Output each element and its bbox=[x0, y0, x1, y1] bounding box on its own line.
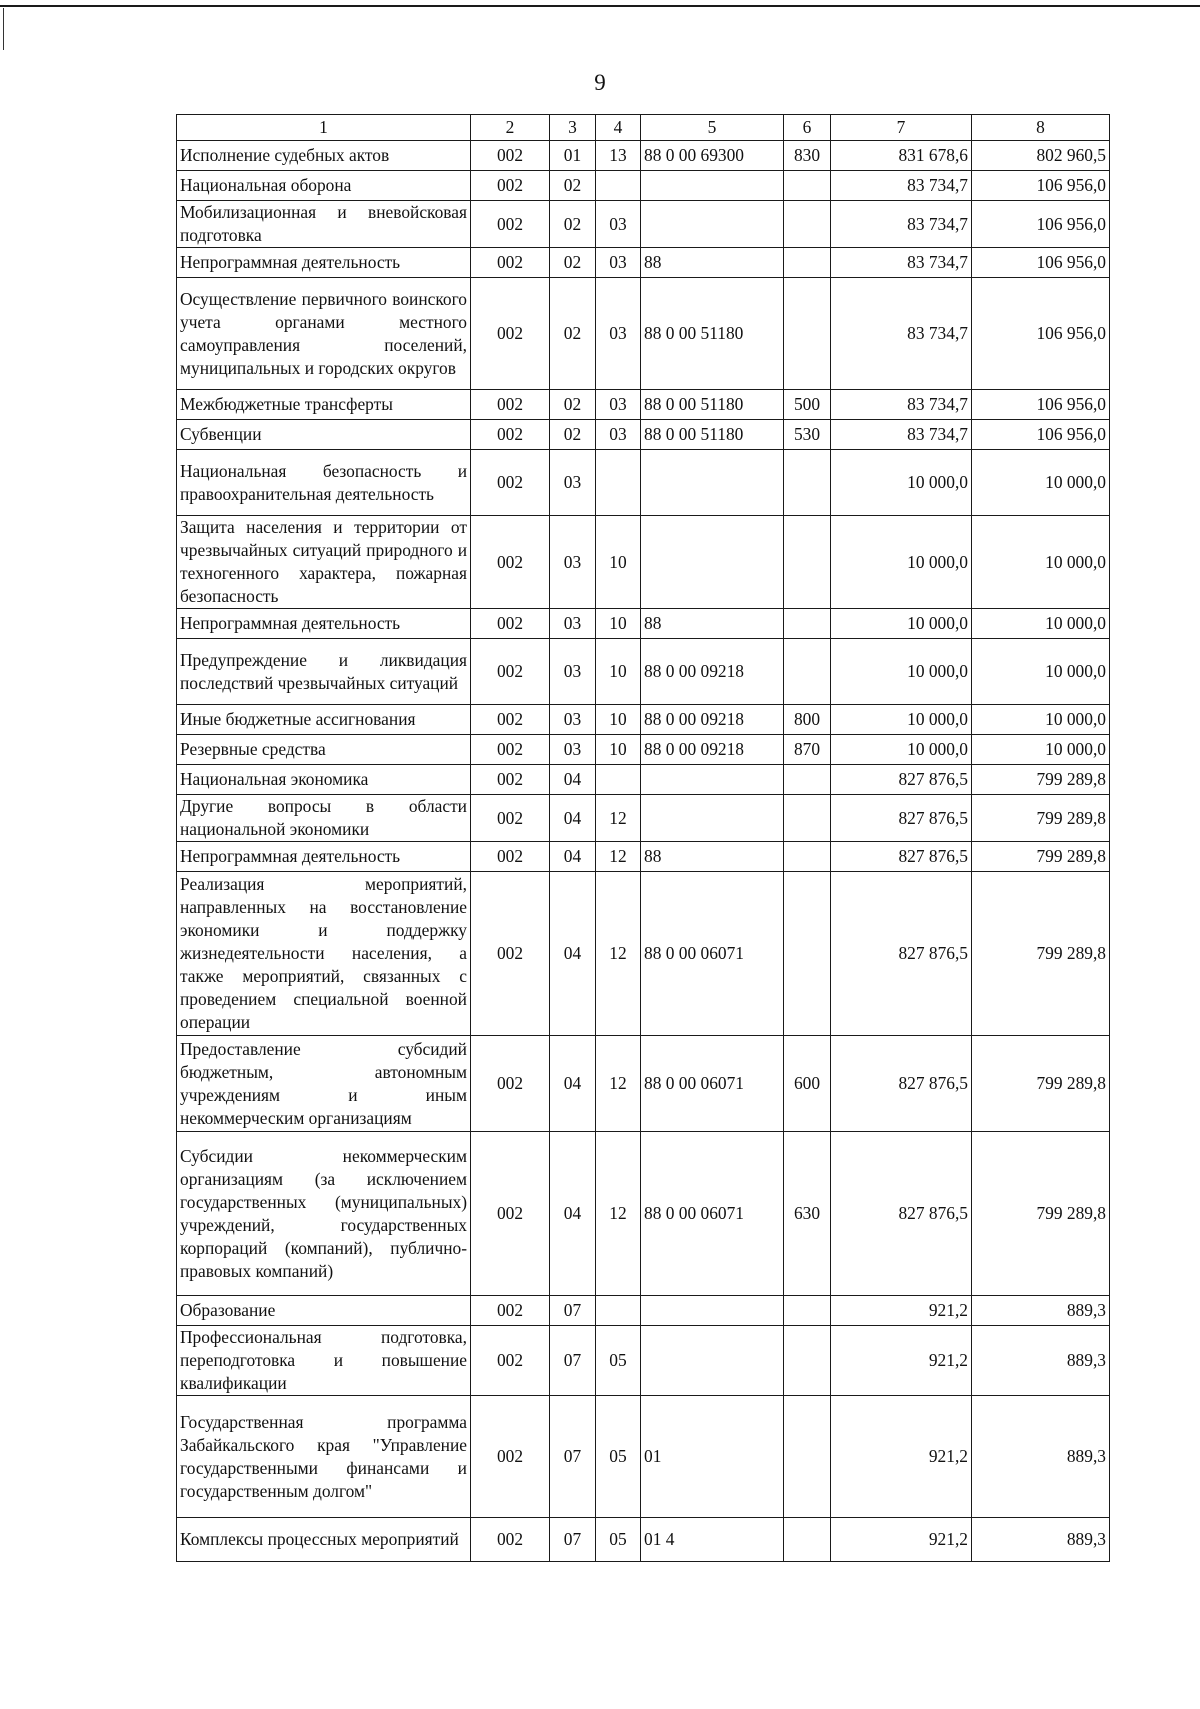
amount-8-cell: 10 000,0 bbox=[972, 516, 1110, 609]
table-row bbox=[177, 248, 1110, 278]
code-4-cell bbox=[596, 765, 641, 795]
amount-8-cell: 799 289,8 bbox=[972, 765, 1110, 795]
code-2-cell: 002 bbox=[471, 420, 550, 450]
table-row bbox=[177, 1518, 1110, 1562]
code-4-cell: 10 bbox=[596, 609, 641, 639]
amount-7-cell: 83 734,7 bbox=[831, 278, 972, 390]
header-cell: 8 bbox=[972, 115, 1110, 141]
amount-7-cell: 827 876,5 bbox=[831, 795, 972, 842]
amount-8-cell: 799 289,8 bbox=[972, 795, 1110, 842]
amount-8-cell: 889,3 bbox=[972, 1326, 1110, 1396]
header-cell: 7 bbox=[831, 115, 972, 141]
code-6-cell bbox=[784, 639, 831, 705]
code-4-cell bbox=[596, 1296, 641, 1326]
row-name-cell: Резервные средства bbox=[177, 735, 471, 765]
amount-8-cell: 106 956,0 bbox=[972, 171, 1110, 201]
row-name-cell: Субсидии некоммерческим организациям (за исключением государственных (муниципальных) учреждений, государственных корпораций (компаний), публично-правовых компаний) bbox=[177, 1132, 471, 1296]
row-name-cell: Комплексы процессных мероприятий bbox=[177, 1518, 471, 1562]
code-5-cell: 88 0 00 51180 bbox=[641, 390, 784, 420]
table-row bbox=[177, 516, 1110, 609]
table-row bbox=[177, 201, 1110, 248]
code-3-cell: 04 bbox=[550, 842, 596, 872]
code-5-cell: 88 0 00 09218 bbox=[641, 735, 784, 765]
table-row bbox=[177, 765, 1110, 795]
page-number: 9 bbox=[594, 70, 606, 95]
code-3-cell: 04 bbox=[550, 795, 596, 842]
row-name-cell: Межбюджетные трансферты bbox=[177, 390, 471, 420]
table-row bbox=[177, 171, 1110, 201]
table-row bbox=[177, 872, 1110, 1036]
table-row bbox=[177, 1132, 1110, 1296]
code-2-cell: 002 bbox=[471, 639, 550, 705]
code-6-cell bbox=[784, 248, 831, 278]
budget-table bbox=[176, 114, 1110, 1562]
code-3-cell: 02 bbox=[550, 171, 596, 201]
table-row bbox=[177, 639, 1110, 705]
amount-8-cell: 889,3 bbox=[972, 1518, 1110, 1562]
amount-8-cell: 10 000,0 bbox=[972, 735, 1110, 765]
table-header-row bbox=[177, 115, 1110, 141]
row-name-cell: Предупреждение и ликвидация последствий чрезвычайных ситуаций bbox=[177, 639, 471, 705]
table-row bbox=[177, 278, 1110, 390]
code-4-cell: 10 bbox=[596, 705, 641, 735]
code-5-cell bbox=[641, 1296, 784, 1326]
code-4-cell: 12 bbox=[596, 872, 641, 1036]
code-2-cell: 002 bbox=[471, 1036, 550, 1132]
amount-7-cell: 83 734,7 bbox=[831, 201, 972, 248]
amount-7-cell: 83 734,7 bbox=[831, 420, 972, 450]
code-3-cell: 04 bbox=[550, 1132, 596, 1296]
row-name-cell: Иные бюджетные ассигнования bbox=[177, 705, 471, 735]
code-2-cell: 002 bbox=[471, 1132, 550, 1296]
row-name-cell: Субвенции bbox=[177, 420, 471, 450]
code-5-cell bbox=[641, 1326, 784, 1396]
code-4-cell: 12 bbox=[596, 842, 641, 872]
code-6-cell: 630 bbox=[784, 1132, 831, 1296]
header-cell: 2 bbox=[471, 115, 550, 141]
amount-8-cell: 106 956,0 bbox=[972, 248, 1110, 278]
code-2-cell: 002 bbox=[471, 842, 550, 872]
code-6-cell bbox=[784, 1518, 831, 1562]
code-5-cell: 88 0 00 69300 bbox=[641, 141, 784, 171]
amount-8-cell: 106 956,0 bbox=[972, 390, 1110, 420]
code-5-cell bbox=[641, 450, 784, 516]
code-3-cell: 03 bbox=[550, 735, 596, 765]
code-5-cell: 01 bbox=[641, 1396, 784, 1518]
code-2-cell: 002 bbox=[471, 141, 550, 171]
code-6-cell: 600 bbox=[784, 1036, 831, 1132]
code-3-cell: 04 bbox=[550, 765, 596, 795]
amount-7-cell: 827 876,5 bbox=[831, 765, 972, 795]
code-3-cell: 07 bbox=[550, 1396, 596, 1518]
row-name-cell: Непрограммная деятельность bbox=[177, 609, 471, 639]
code-2-cell: 002 bbox=[471, 171, 550, 201]
code-6-cell bbox=[784, 450, 831, 516]
code-2-cell: 002 bbox=[471, 1326, 550, 1396]
code-3-cell: 03 bbox=[550, 516, 596, 609]
code-2-cell: 002 bbox=[471, 735, 550, 765]
code-3-cell: 02 bbox=[550, 278, 596, 390]
row-name-cell: Другие вопросы в области национальной экономики bbox=[177, 795, 471, 842]
amount-7-cell: 831 678,6 bbox=[831, 141, 972, 171]
code-3-cell: 07 bbox=[550, 1296, 596, 1326]
code-6-cell bbox=[784, 795, 831, 842]
header-cell: 3 bbox=[550, 115, 596, 141]
amount-7-cell: 921,2 bbox=[831, 1326, 972, 1396]
code-4-cell: 05 bbox=[596, 1326, 641, 1396]
code-6-cell bbox=[784, 1326, 831, 1396]
code-6-cell bbox=[784, 171, 831, 201]
code-6-cell: 830 bbox=[784, 141, 831, 171]
code-6-cell: 800 bbox=[784, 705, 831, 735]
amount-8-cell: 10 000,0 bbox=[972, 705, 1110, 735]
code-5-cell: 88 0 00 06071 bbox=[641, 872, 784, 1036]
amount-7-cell: 83 734,7 bbox=[831, 390, 972, 420]
code-6-cell bbox=[784, 516, 831, 609]
code-6-cell bbox=[784, 1396, 831, 1518]
amount-7-cell: 827 876,5 bbox=[831, 1132, 972, 1296]
code-5-cell: 88 0 00 51180 bbox=[641, 278, 784, 390]
table-row bbox=[177, 420, 1110, 450]
amount-8-cell: 799 289,8 bbox=[972, 1132, 1110, 1296]
code-2-cell: 002 bbox=[471, 390, 550, 420]
row-name-cell: Исполнение судебных актов bbox=[177, 141, 471, 171]
row-name-cell: Национальная экономика bbox=[177, 765, 471, 795]
code-5-cell: 88 0 00 51180 bbox=[641, 420, 784, 450]
code-5-cell: 88 bbox=[641, 842, 784, 872]
table-row bbox=[177, 795, 1110, 842]
amount-8-cell: 10 000,0 bbox=[972, 609, 1110, 639]
header-cell: 1 bbox=[177, 115, 471, 141]
amount-7-cell: 921,2 bbox=[831, 1396, 972, 1518]
amount-7-cell: 83 734,7 bbox=[831, 248, 972, 278]
code-4-cell bbox=[596, 450, 641, 516]
code-4-cell: 03 bbox=[596, 278, 641, 390]
code-3-cell: 03 bbox=[550, 450, 596, 516]
amount-8-cell: 799 289,8 bbox=[972, 842, 1110, 872]
code-2-cell: 002 bbox=[471, 609, 550, 639]
code-4-cell: 10 bbox=[596, 735, 641, 765]
amount-8-cell: 10 000,0 bbox=[972, 450, 1110, 516]
code-6-cell bbox=[784, 609, 831, 639]
code-3-cell: 02 bbox=[550, 201, 596, 248]
amount-7-cell: 10 000,0 bbox=[831, 705, 972, 735]
amount-7-cell: 10 000,0 bbox=[831, 516, 972, 609]
code-4-cell: 13 bbox=[596, 141, 641, 171]
code-5-cell: 88 bbox=[641, 248, 784, 278]
amount-7-cell: 827 876,5 bbox=[831, 1036, 972, 1132]
code-4-cell bbox=[596, 171, 641, 201]
row-name-cell: Осуществление первичного воинского учета органами местного самоуправления поселений, муниципальных и городских округов bbox=[177, 278, 471, 390]
code-2-cell: 002 bbox=[471, 1296, 550, 1326]
code-5-cell bbox=[641, 201, 784, 248]
code-2-cell: 002 bbox=[471, 248, 550, 278]
table-row bbox=[177, 609, 1110, 639]
amount-7-cell: 921,2 bbox=[831, 1296, 972, 1326]
code-2-cell: 002 bbox=[471, 1518, 550, 1562]
table-row bbox=[177, 735, 1110, 765]
code-4-cell: 12 bbox=[596, 1132, 641, 1296]
amount-7-cell: 10 000,0 bbox=[831, 450, 972, 516]
header-cell: 5 bbox=[641, 115, 784, 141]
row-name-cell: Непрограммная деятельность bbox=[177, 248, 471, 278]
table-row bbox=[177, 842, 1110, 872]
code-4-cell: 10 bbox=[596, 639, 641, 705]
row-name-cell: Непрограммная деятельность bbox=[177, 842, 471, 872]
row-name-cell: Мобилизационная и вневойсковая подготовка bbox=[177, 201, 471, 248]
code-3-cell: 07 bbox=[550, 1518, 596, 1562]
amount-8-cell: 106 956,0 bbox=[972, 278, 1110, 390]
row-name-cell: Предоставление субсидий бюджетным, автономным учреждениям и иным некоммерческим организациям bbox=[177, 1036, 471, 1132]
code-3-cell: 02 bbox=[550, 248, 596, 278]
code-5-cell bbox=[641, 516, 784, 609]
row-name-cell: Профессиональная подготовка, переподготовка и повышение квалификации bbox=[177, 1326, 471, 1396]
code-2-cell: 002 bbox=[471, 872, 550, 1036]
table-row bbox=[177, 1036, 1110, 1132]
code-6-cell bbox=[784, 278, 831, 390]
code-5-cell: 88 0 00 09218 bbox=[641, 639, 784, 705]
amount-7-cell: 10 000,0 bbox=[831, 735, 972, 765]
amount-8-cell: 889,3 bbox=[972, 1396, 1110, 1518]
table-row bbox=[177, 141, 1110, 171]
code-6-cell bbox=[784, 1296, 831, 1326]
row-name-cell: Национальная безопасность и правоохранительная деятельность bbox=[177, 450, 471, 516]
code-6-cell bbox=[784, 842, 831, 872]
code-2-cell: 002 bbox=[471, 450, 550, 516]
code-3-cell: 03 bbox=[550, 705, 596, 735]
amount-8-cell: 799 289,8 bbox=[972, 872, 1110, 1036]
row-name-cell: Государственная программа Забайкальского края "Управление государственными финансами и государственным долгом" bbox=[177, 1396, 471, 1518]
table-row bbox=[177, 1396, 1110, 1518]
table-row bbox=[177, 450, 1110, 516]
code-3-cell: 02 bbox=[550, 390, 596, 420]
code-2-cell: 002 bbox=[471, 795, 550, 842]
left-margin-mark bbox=[3, 8, 4, 50]
code-5-cell bbox=[641, 171, 784, 201]
code-4-cell: 05 bbox=[596, 1396, 641, 1518]
table-row bbox=[177, 1326, 1110, 1396]
code-5-cell: 88 bbox=[641, 609, 784, 639]
code-2-cell: 002 bbox=[471, 278, 550, 390]
code-3-cell: 07 bbox=[550, 1326, 596, 1396]
code-5-cell: 88 0 00 06071 bbox=[641, 1132, 784, 1296]
code-5-cell bbox=[641, 765, 784, 795]
header-cell: 6 bbox=[784, 115, 831, 141]
amount-7-cell: 827 876,5 bbox=[831, 872, 972, 1036]
code-4-cell: 10 bbox=[596, 516, 641, 609]
top-border-line bbox=[0, 5, 1200, 7]
code-3-cell: 04 bbox=[550, 872, 596, 1036]
code-2-cell: 002 bbox=[471, 705, 550, 735]
header-cell: 4 bbox=[596, 115, 641, 141]
table-row bbox=[177, 705, 1110, 735]
amount-7-cell: 83 734,7 bbox=[831, 171, 972, 201]
code-3-cell: 04 bbox=[550, 1036, 596, 1132]
code-4-cell: 12 bbox=[596, 795, 641, 842]
amount-8-cell: 106 956,0 bbox=[972, 420, 1110, 450]
amount-7-cell: 10 000,0 bbox=[831, 639, 972, 705]
code-4-cell: 03 bbox=[596, 390, 641, 420]
code-3-cell: 01 bbox=[550, 141, 596, 171]
code-3-cell: 03 bbox=[550, 639, 596, 705]
code-2-cell: 002 bbox=[471, 1396, 550, 1518]
amount-8-cell: 889,3 bbox=[972, 1296, 1110, 1326]
code-6-cell bbox=[784, 201, 831, 248]
code-4-cell: 12 bbox=[596, 1036, 641, 1132]
code-3-cell: 02 bbox=[550, 420, 596, 450]
code-4-cell: 03 bbox=[596, 248, 641, 278]
code-5-cell: 88 0 00 09218 bbox=[641, 705, 784, 735]
code-4-cell: 03 bbox=[596, 201, 641, 248]
amount-8-cell: 10 000,0 bbox=[972, 639, 1110, 705]
code-5-cell: 01 4 bbox=[641, 1518, 784, 1562]
code-2-cell: 002 bbox=[471, 765, 550, 795]
amount-8-cell: 802 960,5 bbox=[972, 141, 1110, 171]
amount-8-cell: 106 956,0 bbox=[972, 201, 1110, 248]
code-4-cell: 05 bbox=[596, 1518, 641, 1562]
row-name-cell: Национальная оборона bbox=[177, 171, 471, 201]
code-2-cell: 002 bbox=[471, 201, 550, 248]
table-row bbox=[177, 1296, 1110, 1326]
amount-7-cell: 921,2 bbox=[831, 1518, 972, 1562]
code-5-cell: 88 0 00 06071 bbox=[641, 1036, 784, 1132]
amount-7-cell: 10 000,0 bbox=[831, 609, 972, 639]
row-name-cell: Реализация мероприятий, направленных на восстановление экономики и поддержку жизнедеятельности населения, а также мероприятий, связанных с проведением специальной военной операции bbox=[177, 872, 471, 1036]
code-5-cell bbox=[641, 795, 784, 842]
code-6-cell: 530 bbox=[784, 420, 831, 450]
code-6-cell: 500 bbox=[784, 390, 831, 420]
code-6-cell bbox=[784, 765, 831, 795]
code-6-cell bbox=[784, 872, 831, 1036]
code-3-cell: 03 bbox=[550, 609, 596, 639]
code-6-cell: 870 bbox=[784, 735, 831, 765]
amount-7-cell: 827 876,5 bbox=[831, 842, 972, 872]
table-row bbox=[177, 390, 1110, 420]
row-name-cell: Защита населения и территории от чрезвычайных ситуаций природного и техногенного характера, пожарная безопасность bbox=[177, 516, 471, 609]
amount-8-cell: 799 289,8 bbox=[972, 1036, 1110, 1132]
code-4-cell: 03 bbox=[596, 420, 641, 450]
code-2-cell: 002 bbox=[471, 516, 550, 609]
row-name-cell: Образование bbox=[177, 1296, 471, 1326]
